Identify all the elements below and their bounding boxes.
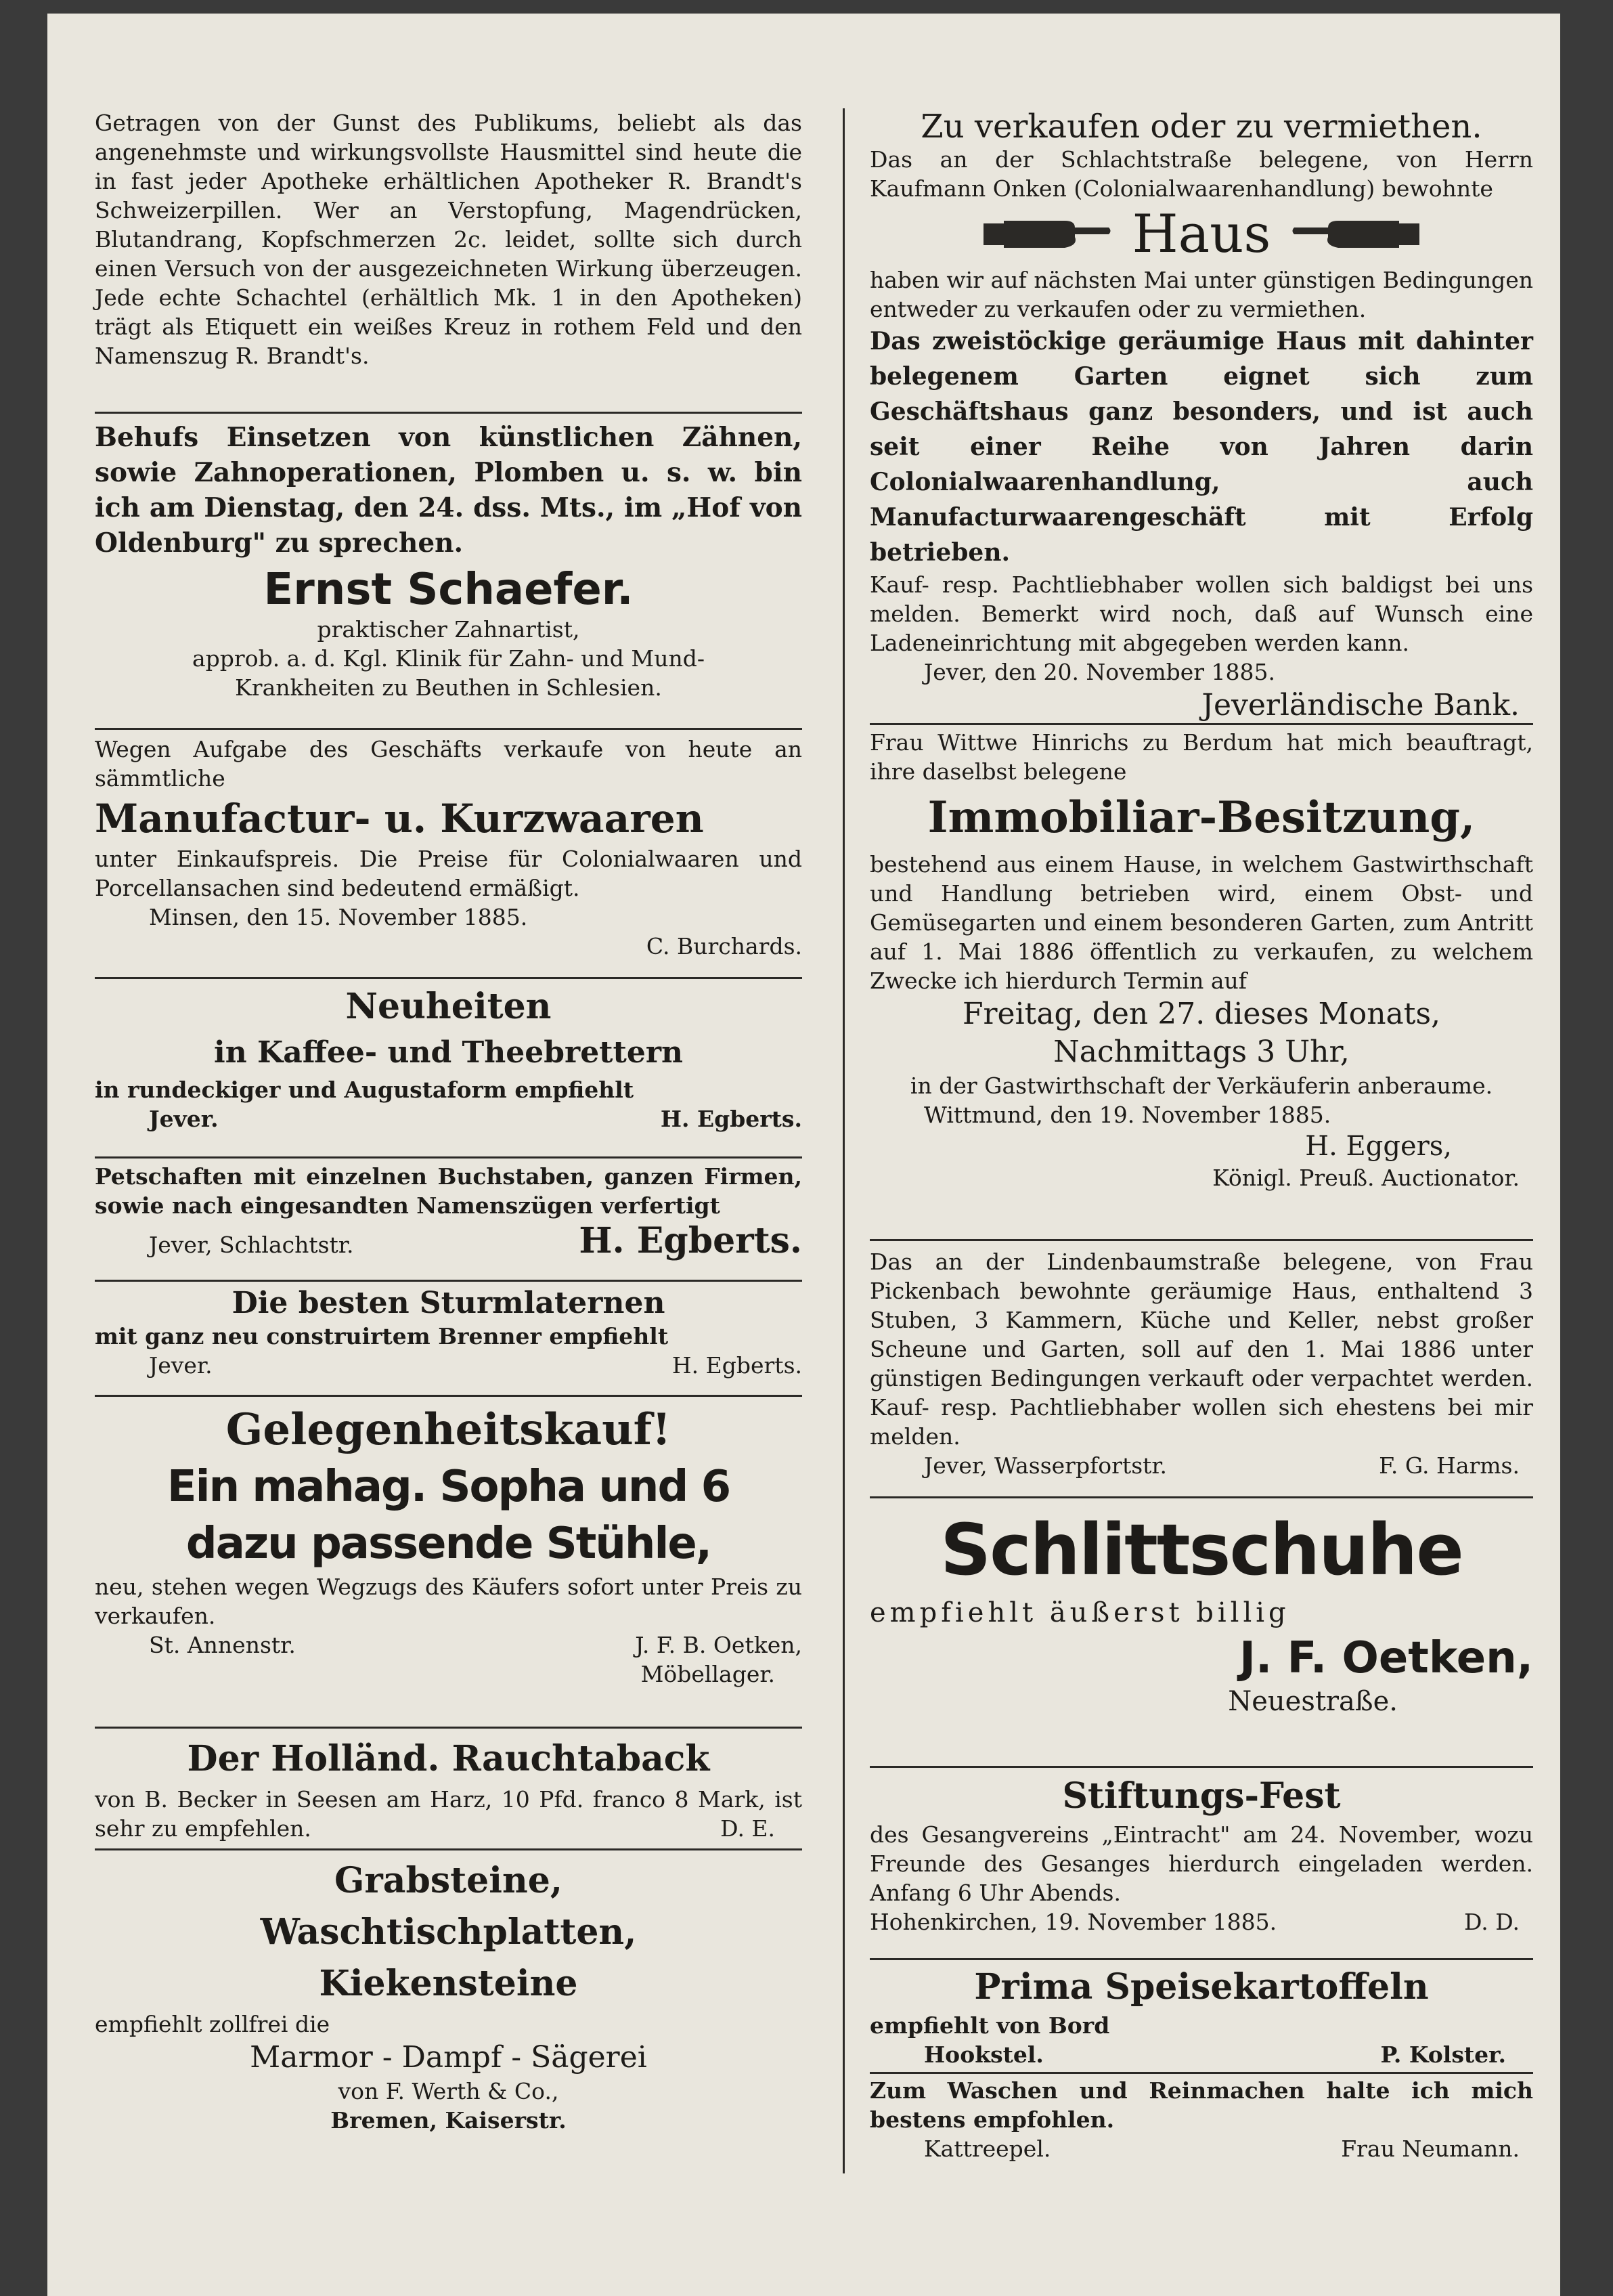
ad-waschen-place: Kattreepel.	[924, 2136, 1051, 2162]
ad-burchards-intro: Wegen Aufgabe des Geschäfts verkaufe von heute an sämmtliche	[95, 736, 802, 792]
separator	[95, 1848, 802, 1850]
ad-sturm-sign	[95, 1351, 802, 1380]
ad-grab-firm: Marmor - Dampf - Sägerei	[250, 2040, 647, 2075]
ad-haus-text2: Kauf- resp. Pachtliebhaber wollen sich baldigst bei uns melden. Bemerkt wird noch, daß auf Wunsch eine Ladeneinrichtung mit abgegeben werden kann.	[870, 571, 1533, 656]
ad-grab-h3: Kiekensteine	[319, 1963, 578, 2004]
ad-grab-firm3: Bremen, Kaiserstr.	[330, 2107, 567, 2133]
ad-waschen-text: Zum Waschen und Reinmachen halte ich mich bestens empfohlen.	[870, 2077, 1533, 2133]
ad-brandt-text: Getragen von der Gunst des Publikums, beliebt als das angenehmste und wirkungsvollste Hausmittel sind heute die in fast jeder Apotheke erhältlichen Apotheker R. Brandt's Schweizerpillen. Wer an Verstopfung, Magendrücken, Blutandrang, Kopfschmerzen 2c. leidet, sollte sich durch einen Versuch von der ausgezeichneten Wirkung überzeugen. Jede echte Schachtel (erhältlich Mk. 1 in den Apotheken) trägt als Etiquett ein weißes Kreuz in rothem Feld und den Namenszug R. Brandt's.	[95, 110, 802, 369]
ad-neuheiten-sign	[95, 1104, 802, 1133]
ad-immo-headline: Immobiliar-Besitzung,	[927, 792, 1476, 843]
ad-schaefer-line2: approb. a. d. Kgl. Klinik für Zahn- und Mund-	[192, 645, 705, 672]
ad-sturm-headline: Die besten Sturmlaternen	[231, 1286, 665, 1320]
ad-sopha	[95, 1402, 802, 1689]
ad-schaefer	[95, 420, 802, 702]
ad-schaefer-line3: Krankheiten zu Beuthen in Schlesien.	[235, 674, 662, 701]
ad-neuheiten-text: in rundeckiger und Augustaform empfiehlt	[95, 1077, 634, 1103]
ad-waschen-sign	[870, 2134, 1533, 2163]
ad-sopha-sign	[95, 1630, 802, 1660]
ad-immo-signer: H. Eggers,	[1305, 1131, 1452, 1162]
ad-fest-text: des Gesangvereins „Eintracht" am 24. November, wozu Freunde des Gesanges hierdurch eingeladen werden. Anfang 6 Uhr Abends.	[870, 1821, 1533, 1906]
separator	[95, 977, 802, 979]
ad-kartoffeln-place: Hookstel.	[924, 2041, 1044, 2068]
ad-haus-title-row	[870, 203, 1533, 265]
ad-sturm-signer: H. Egberts.	[671, 1352, 802, 1379]
ad-haus-bold: Das zweistöckige geräumige Haus mit dahinter belegenem Garten eignet sich zum Geschäftshaus ganz besonders, und ist auch seit einer Reihe von Jahren darin Colonialwaarenhandlung, auch Manufacturwaarengeschäft mit Erfolg betrieben.	[870, 327, 1533, 567]
ad-sopha-text: neu, stehen wegen Wegzugs des Käufers sofort unter Preis zu verkaufen.	[95, 1574, 802, 1629]
ad-schaefer-line1: praktischer Zahnartist,	[317, 616, 580, 643]
separator	[870, 1766, 1533, 1768]
ad-burchards-headline: Manufactur- u. Kurzwaaren	[95, 796, 704, 842]
ad-neuheiten-sub: in Kaffee- und Theebrettern	[214, 1035, 683, 1070]
separator	[95, 412, 802, 414]
ad-linden-sign	[870, 1451, 1533, 1480]
ad-schaefer-text: Behufs Einsetzen von künstlichen Zähnen, sowie Zahnoperationen, Plomben u. s. w. bin ich am Dienstag, den 24. dss. Mts., im „Hof von Oldenburg" zu sprechen.	[95, 422, 802, 559]
ad-fest-signer: D. D.	[1463, 1909, 1520, 1935]
ad-sopha-signer2: Möbellager.	[640, 1661, 775, 1687]
ad-sopha-headline: Gelegenheitskauf!	[225, 1404, 671, 1455]
ad-petschaften-signer: H. Egberts.	[579, 1220, 802, 1261]
ad-haus	[870, 108, 1533, 724]
ad-sopha-place: St. Annenstr.	[149, 1632, 296, 1658]
separator	[95, 1395, 802, 1397]
ad-fest	[870, 1773, 1533, 1936]
ad-burchards-place: Minsen, den 15. November 1885.	[149, 904, 528, 930]
pointing-hand-right-icon	[984, 214, 1112, 255]
ad-fest-place: Hohenkirchen, 19. November 1885.	[870, 1909, 1277, 1935]
ad-burchards-text: unter Einkaufspreis. Die Preise für Colonialwaaren und Porcellansachen sind bedeutend ermäßigt.	[95, 846, 802, 901]
ad-sopha-signer: J. F. B. Oetken,	[635, 1632, 802, 1658]
separator	[870, 2072, 1533, 2074]
ad-schaefer-name: Ernst Schaefer.	[263, 565, 634, 615]
ad-haus-place: Jever, den 20. November 1885.	[924, 659, 1276, 685]
ad-immo-signer2: Königl. Preuß. Auctionator.	[1212, 1165, 1520, 1191]
ad-schlitt-signer: J. F. Oetken,	[1239, 1633, 1533, 1683]
ad-haus-signer: Jeverländische Bank.	[1201, 688, 1520, 722]
ad-neuheiten-headline: Neuheiten	[345, 986, 552, 1027]
ad-brandt	[95, 108, 802, 370]
ad-schlitt-text: empfiehlt äußerst billig	[870, 1597, 1290, 1628]
ad-sturm	[95, 1285, 802, 1380]
ad-kartoffeln-text: empfiehlt von Bord	[870, 2012, 1110, 2039]
ad-grab	[95, 1855, 802, 2135]
ad-grab-h2: Waschtischplatten,	[260, 1911, 637, 1953]
separator	[870, 1958, 1533, 1960]
ad-schlitt	[870, 1507, 1533, 1719]
ad-sturm-text: mit ganz neu construirtem Brenner empfiehlt	[95, 1323, 669, 1349]
ad-schlitt-headline: Schlittschuhe	[940, 1509, 1463, 1591]
ad-tabak-signer: D. E.	[720, 1815, 775, 1842]
ad-immo-text2: in der Gastwirthschaft der Verkäuferin anberaume.	[910, 1073, 1493, 1099]
separator	[95, 1280, 802, 1282]
ad-petschaften-sign	[95, 1220, 802, 1262]
newspaper-page	[47, 14, 1560, 2296]
ad-petschaften	[95, 1162, 802, 1262]
ad-grab-text: empfiehlt zollfrei die	[95, 2011, 330, 2037]
ad-linden	[870, 1247, 1533, 1480]
ad-sturm-place: Jever.	[149, 1352, 213, 1379]
ad-petschaften-text: Petschaften mit einzelnen Buchstaben, ganzen Firmen, sowie nach eingesandten Namenszügen verfertigt	[95, 1163, 802, 1219]
ad-petschaften-place: Jever, Schlachtstr.	[149, 1232, 354, 1258]
ad-linden-text: Das an der Lindenbaumstraße belegene, von Frau Pickenbach bewohnte geräumige Haus, enthaltend 3 Stuben, 3 Kammern, Küche und Keller, nebst großer Scheune und Garten, soll auf den 1. Mai 1886 unter günstigen Bedingungen verkauft oder verpachtet werden. Kauf- resp. Pachtliebhaber wollen sich ehestens bei mir melden.	[870, 1249, 1533, 1450]
ad-haus-headline: Zu verkaufen oder zu vermiethen.	[921, 108, 1482, 146]
ad-grab-h1: Grabsteine,	[334, 1860, 562, 1901]
separator	[870, 1496, 1533, 1498]
ad-haus-intro: Das an der Schlachtstraße belegene, von Herrn Kaufmann Onken (Colonialwaarenhandlung) bewohnte	[870, 146, 1533, 202]
ad-immo-place: Wittmund, den 19. November 1885.	[924, 1102, 1331, 1128]
ad-sopha-sub2: dazu passende Stühle,	[185, 1519, 711, 1569]
ad-haus-title: Haus	[1132, 204, 1271, 265]
ad-tabak-text: von B. Becker in Seesen am Harz, 10 Pfd. franco 8 Mark, ist sehr zu empfehlen.	[95, 1786, 802, 1842]
separator	[95, 728, 802, 730]
ad-fest-headline: Stiftungs-Fest	[1062, 1775, 1341, 1817]
ad-kartoffeln-sign	[870, 2040, 1533, 2069]
ad-neuheiten-place: Jever.	[149, 1106, 219, 1132]
separator	[95, 1727, 802, 1729]
ad-linden-place: Jever, Wasserpfortstr.	[924, 1452, 1168, 1479]
ad-tabak-headline: Der Holländ. Rauchtaback	[187, 1738, 710, 1779]
ad-grab-firm2: von F. Werth & Co.,	[338, 2078, 559, 2104]
ad-immo	[870, 728, 1533, 1192]
ad-immo-text: bestehend aus einem Hause, in welchem Gastwirthschaft und Handlung betrieben wird, einem Obst- und Gemüsegarten und einem besonderen Garten, zum Antritt auf 1. Mai 1886 öffentlich zu verkaufen, zu welchem Zwecke ich hierdurch Termin auf	[870, 851, 1533, 994]
ad-immo-date1: Freitag, den 27. dieses Monats,	[962, 997, 1441, 1031]
separator	[95, 1156, 802, 1158]
ad-waschen-signer: Frau Neumann.	[1341, 2136, 1520, 2162]
ad-burchards-signer: C. Burchards.	[646, 933, 802, 959]
ad-burchards	[95, 735, 802, 961]
ad-linden-signer: F. G. Harms.	[1379, 1452, 1520, 1479]
separator	[870, 1239, 1533, 1241]
column-divider	[843, 108, 845, 2173]
ad-kartoffeln	[870, 1964, 1533, 2069]
ad-waschen	[870, 2076, 1533, 2163]
separator	[870, 723, 1533, 725]
ad-neuheiten	[95, 983, 802, 1133]
ad-haus-text: haben wir auf nächsten Mai unter günstigen Bedingungen entweder zu verkaufen oder zu vermiethen.	[870, 267, 1533, 322]
ad-tabak	[95, 1733, 802, 1843]
ad-schlitt-signer2: Neuestraße.	[1228, 1686, 1398, 1717]
ad-sopha-sub1: Ein mahag. Sopha und 6	[167, 1462, 730, 1512]
ad-immo-intro: Frau Wittwe Hinrichs zu Berdum hat mich beauftragt, ihre daselbst belegene	[870, 729, 1533, 785]
pointing-hand-left-icon	[1291, 214, 1419, 255]
ad-fest-sign	[870, 1907, 1533, 1936]
ad-neuheiten-signer: H. Egberts.	[660, 1106, 802, 1132]
ad-kartoffeln-headline: Prima Speisekartoffeln	[974, 1966, 1429, 2008]
ad-immo-date2: Nachmittags 3 Uhr,	[1053, 1035, 1350, 1069]
ad-kartoffeln-signer: P. Kolster.	[1380, 2041, 1506, 2068]
